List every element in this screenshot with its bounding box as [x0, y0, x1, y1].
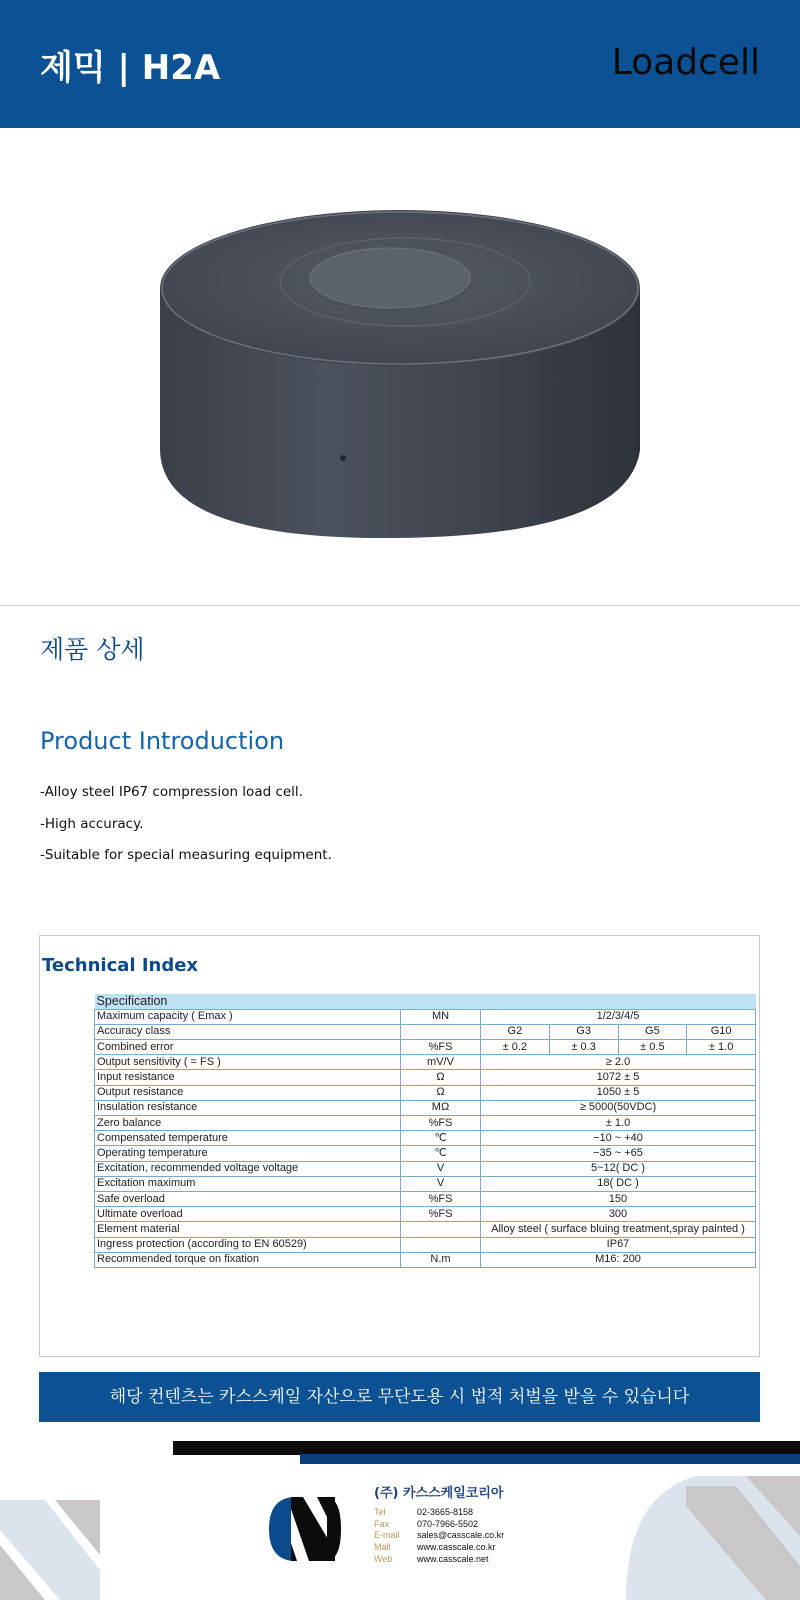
page-header: [0, 0, 800, 128]
table-row: [95, 1176, 756, 1191]
spec-name: Ultimate overload: [95, 1207, 401, 1222]
spec-unit: [401, 1237, 481, 1252]
spec-unit: [401, 1222, 481, 1237]
table-header-row: [95, 994, 756, 1009]
decorative-stripes-right: [626, 1476, 800, 1600]
product-detail-title: 제품 상세: [40, 635, 145, 664]
spec-value: 18( DC ): [481, 1176, 756, 1191]
spec-unit: mV/V: [401, 1055, 481, 1070]
spec-name: Element material: [95, 1222, 401, 1237]
contact-value: www.casscale.net: [417, 1553, 489, 1564]
technical-index-title: Technical Index: [42, 955, 199, 976]
contact-value: www.casscale.co.kr: [417, 1542, 496, 1553]
spec-name: Excitation, recommended voltage voltage: [95, 1161, 401, 1176]
contact-row: [374, 1554, 504, 1566]
spec-name: Input resistance: [95, 1070, 401, 1085]
spec-value: ≥ 2.0: [481, 1055, 756, 1070]
spec-name: Combined error: [95, 1040, 401, 1055]
spec-value: −10 ~ +40: [481, 1131, 756, 1146]
spec-name: Operating temperature: [95, 1146, 401, 1161]
spec-unit: MΩ: [401, 1100, 481, 1115]
spec-grade: G2: [481, 1024, 550, 1039]
contact-label: E-mail: [374, 1530, 400, 1541]
spec-header-cell: Specification: [95, 994, 756, 1009]
spec-value: 1/2/3/4/5: [481, 1009, 756, 1024]
product-introduction-title: Product Introduction: [40, 727, 285, 755]
spec-name: Maximum capacity ( Emax ): [95, 1009, 401, 1024]
copyright-notice-banner: 해당 컨텐츠는 카스스케일 자산으로 무단도용 시 법적 처벌을 받을 수 있습니다: [39, 1372, 760, 1422]
table-row: [95, 1070, 756, 1085]
table-row: [95, 1191, 756, 1206]
table-row: [95, 1161, 756, 1176]
table-row: [95, 1055, 756, 1070]
spec-value: 300: [481, 1207, 756, 1222]
contact-label: Web: [374, 1553, 393, 1564]
spec-grade: ± 0.3: [549, 1040, 618, 1055]
spec-grade: G5: [618, 1024, 687, 1039]
table-row: [95, 1222, 756, 1237]
footer-accent-bar: [300, 1454, 800, 1464]
table-row: [95, 1131, 756, 1146]
spec-value: 1050 ± 5: [481, 1085, 756, 1100]
table-row: [95, 1237, 756, 1252]
spec-unit: Ω: [401, 1085, 481, 1100]
list-item: -Suitable for special measuring equipment.: [40, 847, 332, 863]
spec-value: ≥ 5000(50VDC): [481, 1100, 756, 1115]
spec-value: −35 ~ +65: [481, 1146, 756, 1161]
table-row: [95, 1040, 756, 1055]
table-row: [95, 1024, 756, 1039]
spec-grade: ± 1.0: [687, 1040, 756, 1055]
loadcell-product-photo: [150, 200, 650, 550]
spec-name: Compensated temperature: [95, 1131, 401, 1146]
spec-name: Insulation resistance: [95, 1100, 401, 1115]
spec-grade: ± 0.2: [481, 1040, 550, 1055]
spec-unit: [401, 1024, 481, 1039]
technical-index-box: [39, 935, 760, 1357]
spec-name: Recommended torque on fixation: [95, 1252, 401, 1267]
company-name: (주) 카스스케일코리아: [374, 1486, 504, 1501]
table-row: [95, 1146, 756, 1161]
contact-row: [374, 1542, 504, 1554]
spec-unit: V: [401, 1176, 481, 1191]
table-row: [95, 1116, 756, 1131]
table-row: [95, 1085, 756, 1100]
spec-grade: G10: [687, 1024, 756, 1039]
spec-name: Excitation maximum: [95, 1176, 401, 1191]
spec-unit: %FS: [401, 1116, 481, 1131]
spec-unit: %FS: [401, 1040, 481, 1055]
spec-unit: V: [401, 1161, 481, 1176]
spec-name: Output resistance: [95, 1085, 401, 1100]
contact-value: sales@casscale.co.kr: [417, 1530, 505, 1541]
table-row: [95, 1207, 756, 1222]
contact-value: 070-7966-5502: [417, 1518, 479, 1529]
introduction-list: [40, 782, 332, 877]
contact-row: [374, 1507, 504, 1519]
company-info: [374, 1482, 504, 1565]
spec-unit: Ω: [401, 1070, 481, 1085]
contact-value: 02-3665-8158: [417, 1507, 474, 1517]
list-item: -Alloy steel IP67 compression load cell.: [40, 784, 303, 800]
spec-unit: ℃: [401, 1146, 481, 1161]
company-logo: [265, 1493, 345, 1565]
contact-row: [374, 1519, 504, 1531]
spec-value: 150: [481, 1191, 756, 1206]
spec-grade: ± 0.5: [618, 1040, 687, 1055]
spec-name: Zero balance: [95, 1116, 401, 1131]
list-item: -High accuracy.: [40, 815, 144, 832]
spec-name: Safe overload: [95, 1191, 401, 1206]
contact-row: [374, 1530, 504, 1542]
spec-unit: ℃: [401, 1131, 481, 1146]
spec-value: Alloy steel ( surface bluing treatment,spray painted ): [481, 1222, 756, 1237]
brand-model-title: 제믹 | H2A: [40, 48, 221, 88]
contact-label: Fax: [374, 1518, 390, 1529]
section-divider: [0, 605, 800, 606]
spec-value: ± 1.0: [481, 1116, 756, 1131]
table-row: [95, 1100, 756, 1115]
spec-value: M16: 200: [481, 1252, 756, 1267]
spec-unit: %FS: [401, 1191, 481, 1206]
spec-unit: %FS: [401, 1207, 481, 1222]
specification-table: [94, 994, 756, 1268]
table-row: [95, 1252, 756, 1267]
spec-value: IP67: [481, 1237, 756, 1252]
spec-unit: N.m: [401, 1252, 481, 1267]
category-title: Loadcell: [611, 42, 760, 83]
spec-name: Accuracy class: [95, 1024, 401, 1039]
spec-value: 1072 ± 5: [481, 1070, 756, 1085]
spec-name: Ingress protection (according to EN 60529): [95, 1237, 401, 1252]
contact-label: Tel: [374, 1507, 386, 1517]
spec-value: 5~12( DC ): [481, 1161, 756, 1176]
spec-unit: MN: [401, 1009, 481, 1024]
spec-name: Output sensitivity ( = FS ): [95, 1055, 401, 1070]
spec-grade: G3: [549, 1024, 618, 1039]
table-row: [95, 1009, 756, 1024]
decorative-stripes-left: [0, 1500, 100, 1600]
footer-accent-bar: [173, 1441, 800, 1455]
contact-label: Mall: [374, 1542, 391, 1553]
